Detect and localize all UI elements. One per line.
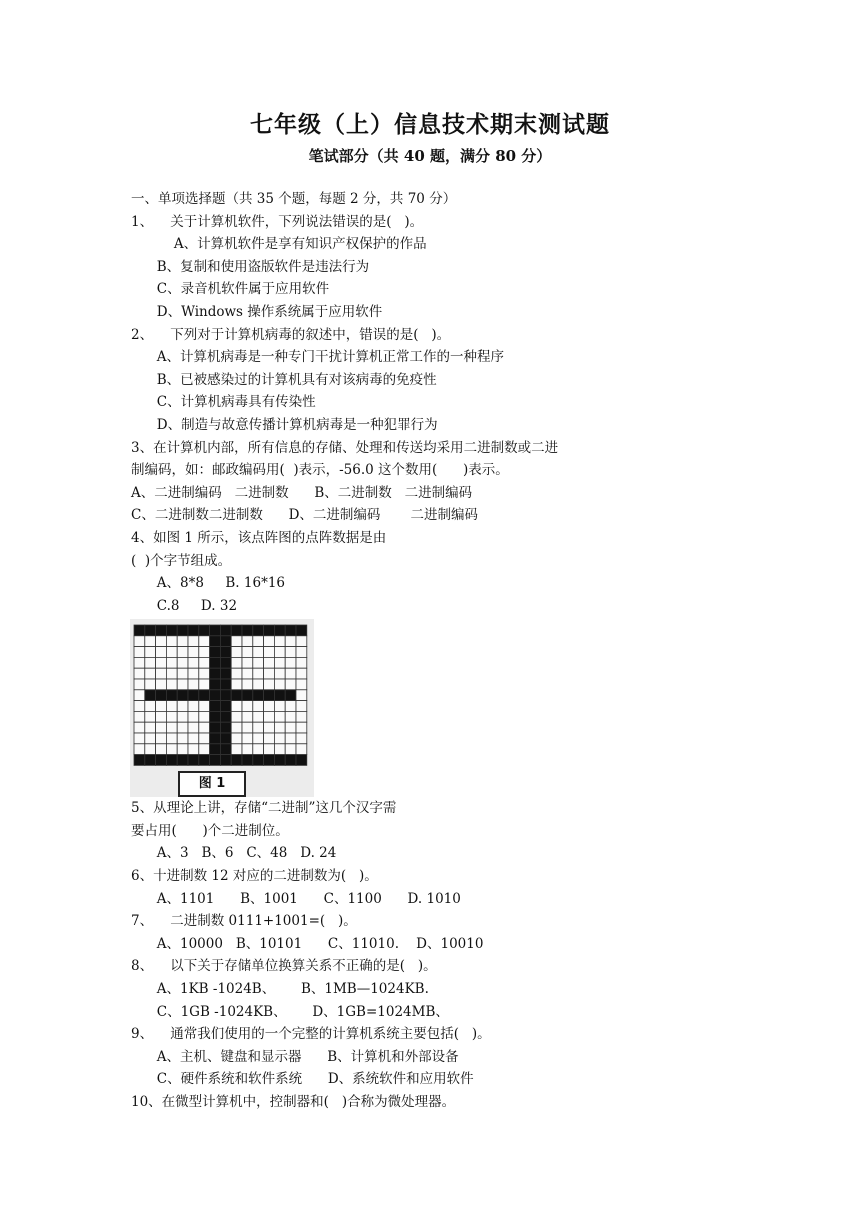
grid-cell-filled	[210, 744, 221, 755]
grid-cell-empty	[242, 647, 253, 658]
grid-cell-empty	[242, 679, 253, 690]
question-lines-after-figure	[131, 797, 731, 1113]
question-lines-before-figure	[131, 188, 731, 617]
grid-cell-empty	[177, 701, 188, 712]
grid-cell-empty	[156, 636, 167, 647]
grid-cell-empty	[199, 658, 210, 669]
grid-cell-empty	[242, 701, 253, 712]
grid-cell-filled	[210, 755, 221, 766]
grid-cell-empty	[285, 733, 296, 744]
grid-cell-empty	[134, 647, 145, 658]
grid-cell-empty	[145, 668, 156, 679]
grid-cell-empty	[134, 744, 145, 755]
grid-cell-filled	[210, 690, 221, 701]
grid-cell-empty	[134, 722, 145, 733]
grid-cell-empty	[134, 679, 145, 690]
text-line: 5、从理论上讲，存储“二进制”这几个汉字需	[131, 800, 397, 817]
grid-cell-filled	[134, 755, 145, 766]
text-line: D、制造与故意传播计算机病毒是一种犯罪行为	[131, 416, 438, 433]
grid-cell-filled	[210, 701, 221, 712]
grid-cell-empty	[264, 722, 275, 733]
grid-cell-empty	[285, 701, 296, 712]
grid-cell-filled	[156, 690, 167, 701]
grid-cell-empty	[253, 636, 264, 647]
grid-cell-filled	[264, 755, 275, 766]
grid-cell-empty	[296, 701, 307, 712]
text-line: 9、 通常我们使用的一个完整的计算机系统主要包括( )。	[131, 1026, 491, 1043]
grid-cell-empty	[274, 733, 285, 744]
grid-cell-empty	[177, 668, 188, 679]
grid-cell-empty	[231, 722, 242, 733]
grid-cell-empty	[199, 733, 210, 744]
grid-cell-empty	[156, 712, 167, 723]
grid-cell-filled	[177, 625, 188, 636]
grid-cell-filled	[285, 625, 296, 636]
grid-cell-empty	[264, 679, 275, 690]
grid-cell-filled	[188, 625, 199, 636]
grid-cell-empty	[242, 733, 253, 744]
grid-cell-empty	[264, 658, 275, 669]
grid-cell-empty	[231, 733, 242, 744]
grid-cell-empty	[134, 668, 145, 679]
grid-cell-empty	[188, 733, 199, 744]
grid-cell-empty	[166, 658, 177, 669]
grid-cell-empty	[177, 722, 188, 733]
grid-cell-filled	[220, 701, 231, 712]
grid-cell-empty	[274, 636, 285, 647]
text-line: C、录音机软件属于应用软件	[131, 281, 330, 298]
grid-cell-empty	[134, 658, 145, 669]
grid-cell-empty	[285, 679, 296, 690]
grid-cell-filled	[210, 668, 221, 679]
text-line: A、二进制编码 二进制数 B、二进制数 二进制编码	[131, 484, 473, 501]
grid-cell-empty	[296, 733, 307, 744]
grid-cell-empty	[296, 679, 307, 690]
grid-cell-empty	[156, 647, 167, 658]
figure-caption: 图 1	[178, 771, 246, 797]
grid-cell-empty	[145, 636, 156, 647]
grid-cell-empty	[166, 744, 177, 755]
grid-cell-filled	[210, 658, 221, 669]
text-line: 6、十进制数 12 对应的二进制数为( )。	[131, 868, 378, 885]
grid-cell-empty	[253, 744, 264, 755]
grid-cell-empty	[177, 733, 188, 744]
grid-cell-filled	[166, 625, 177, 636]
grid-cell-empty	[242, 722, 253, 733]
grid-cell-empty	[296, 636, 307, 647]
grid-cell-filled	[285, 690, 296, 701]
text-line: C、1GB -1024KB、 D、1GB=1024MB、	[131, 1003, 449, 1020]
grid-cell-empty	[156, 679, 167, 690]
text-line: B、复制和使用盗版软件是违法行为	[131, 258, 370, 275]
grid-cell-filled	[242, 755, 253, 766]
text-line: A、8*8 B. 16*16	[131, 575, 285, 592]
grid-cell-empty	[285, 712, 296, 723]
grid-cell-empty	[253, 701, 264, 712]
grid-cell-empty	[188, 636, 199, 647]
grid-cell-filled	[242, 690, 253, 701]
grid-cell-empty	[253, 733, 264, 744]
page-subtitle: 笔试部分（共 40 题，满分 80 分）	[308, 147, 552, 165]
grid-cell-empty	[296, 647, 307, 658]
grid-cell-empty	[145, 733, 156, 744]
grid-cell-empty	[264, 712, 275, 723]
grid-cell-filled	[145, 625, 156, 636]
grid-cell-empty	[253, 712, 264, 723]
grid-cell-empty	[242, 712, 253, 723]
text-line: 10、在微型计算机中，控制器和( )合称为微处理器。	[131, 1094, 456, 1110]
grid-cell-empty	[231, 701, 242, 712]
grid-cell-empty	[199, 636, 210, 647]
text-line: D、Windows 操作系统属于应用软件	[131, 303, 383, 320]
text-line: A、1KB -1024B、 B、1MB—1024KB.	[131, 981, 429, 998]
grid-cell-empty	[296, 668, 307, 679]
grid-cell-empty	[166, 701, 177, 712]
grid-cell-filled	[199, 690, 210, 701]
grid-cell-empty	[242, 658, 253, 669]
grid-cell-filled	[285, 755, 296, 766]
grid-cell-empty	[145, 722, 156, 733]
grid-cell-filled	[274, 690, 285, 701]
text-line: A、计算机软件是享有知识产权保护的作品	[131, 236, 427, 253]
grid-cell-empty	[188, 722, 199, 733]
grid-cell-empty	[274, 647, 285, 658]
grid-cell-empty	[274, 658, 285, 669]
grid-cell-empty	[199, 722, 210, 733]
grid-cell-empty	[177, 712, 188, 723]
grid-cell-empty	[145, 658, 156, 669]
text-line: 要占用( )个二进制位。	[131, 822, 289, 839]
grid-cell-filled	[177, 755, 188, 766]
grid-cell-empty	[285, 744, 296, 755]
grid-cell-empty	[231, 636, 242, 647]
grid-cell-filled	[199, 625, 210, 636]
grid-cell-filled	[220, 658, 231, 669]
grid-cell-empty	[177, 658, 188, 669]
grid-cell-filled	[210, 636, 221, 647]
grid-cell-empty	[274, 701, 285, 712]
grid-cell-empty	[145, 744, 156, 755]
grid-cell-empty	[296, 712, 307, 723]
grid-cell-filled	[231, 625, 242, 636]
grid-cell-filled	[220, 755, 231, 766]
text-line: 一、单项选择题（共 35 个题，每题 2 分，共 70 分）	[131, 191, 457, 207]
grid-cell-filled	[253, 690, 264, 701]
grid-cell-empty	[253, 722, 264, 733]
grid-cell-empty	[177, 636, 188, 647]
grid-cell-empty	[188, 658, 199, 669]
grid-cell-empty	[156, 744, 167, 755]
grid-cell-filled	[296, 755, 307, 766]
grid-cell-empty	[231, 712, 242, 723]
grid-cell-empty	[166, 712, 177, 723]
grid-cell-empty	[199, 701, 210, 712]
grid-cell-empty	[274, 679, 285, 690]
grid-cell-empty	[199, 647, 210, 658]
grid-cell-filled	[156, 755, 167, 766]
grid-cell-filled	[145, 755, 156, 766]
grid-cell-filled	[220, 647, 231, 658]
grid-cell-empty	[296, 722, 307, 733]
text-line: B、已被感染过的计算机具有对该病毒的免疫性	[131, 371, 437, 388]
grid-cell-filled	[296, 625, 307, 636]
text-line: 8、 以下关于存储单位换算关系不正确的是( )。	[131, 958, 437, 975]
grid-cell-filled	[253, 755, 264, 766]
grid-cell-filled	[264, 625, 275, 636]
grid-cell-empty	[156, 722, 167, 733]
grid-cell-empty	[145, 712, 156, 723]
grid-cell-empty	[166, 668, 177, 679]
grid-cell-filled	[220, 625, 231, 636]
grid-cell-filled	[210, 733, 221, 744]
grid-cell-empty	[134, 701, 145, 712]
text-line: 7、 二进制数 0111+1001=( )。	[131, 913, 357, 930]
grid-cell-empty	[231, 679, 242, 690]
grid-cell-empty	[145, 647, 156, 658]
grid-cell-filled	[231, 690, 242, 701]
grid-cell-empty	[264, 733, 275, 744]
grid-cell-empty	[188, 712, 199, 723]
text-line: A、1101 B、1001 C、1100 D. 1010	[131, 890, 461, 907]
grid-cell-filled	[199, 755, 210, 766]
grid-cell-empty	[199, 679, 210, 690]
grid-cell-filled	[210, 625, 221, 636]
grid-cell-empty	[166, 679, 177, 690]
text-line: A、10000 B、10101 C、11010. D、10010	[131, 935, 484, 952]
text-line: A、3 B、6 C、48 D. 24	[131, 845, 337, 862]
text-line: 4、如图 1 所示，该点阵图的点阵数据是由	[131, 529, 387, 546]
grid-cell-empty	[188, 668, 199, 679]
text-line: ( )个字节组成。	[131, 552, 232, 569]
grid-cell-empty	[274, 668, 285, 679]
grid-cell-filled	[156, 625, 167, 636]
grid-cell-empty	[264, 668, 275, 679]
grid-cell-empty	[264, 647, 275, 658]
grid-cell-empty	[188, 647, 199, 658]
grid-cell-empty	[264, 701, 275, 712]
grid-cell-filled	[210, 712, 221, 723]
text-line: C、硬件系统和软件系统 D、系统软件和应用软件	[131, 1071, 474, 1088]
grid-cell-empty	[166, 647, 177, 658]
grid-cell-filled	[220, 690, 231, 701]
grid-cell-empty	[242, 744, 253, 755]
grid-cell-empty	[274, 722, 285, 733]
grid-cell-empty	[264, 744, 275, 755]
grid-cell-empty	[156, 658, 167, 669]
grid-cell-empty	[285, 668, 296, 679]
exam-content	[131, 188, 731, 1114]
grid-cell-filled	[220, 679, 231, 690]
grid-cell-filled	[274, 755, 285, 766]
figure-1-dot-matrix	[130, 619, 314, 797]
grid-cell-empty	[231, 668, 242, 679]
grid-cell-filled	[166, 755, 177, 766]
grid-cell-empty	[156, 733, 167, 744]
grid-cell-empty	[231, 744, 242, 755]
grid-cell-empty	[177, 647, 188, 658]
grid-cell-empty	[296, 744, 307, 755]
grid-cell-empty	[264, 636, 275, 647]
grid-cell-empty	[145, 701, 156, 712]
grid-cell-filled	[220, 733, 231, 744]
grid-cell-empty	[253, 658, 264, 669]
grid-cell-filled	[220, 668, 231, 679]
grid-cell-empty	[166, 636, 177, 647]
grid-cell-filled	[210, 722, 221, 733]
grid-cell-empty	[166, 733, 177, 744]
grid-cell-filled	[210, 679, 221, 690]
grid-cell-filled	[274, 625, 285, 636]
text-line: 1、 关于计算机软件，下列说法错误的是( )。	[131, 213, 424, 230]
grid-cell-empty	[253, 668, 264, 679]
text-line: 2、 下列对于计算机病毒的叙述中，错误的是( )。	[131, 326, 451, 343]
grid-cell-empty	[274, 712, 285, 723]
grid-cell-empty	[285, 636, 296, 647]
grid-cell-empty	[285, 647, 296, 658]
grid-cell-empty	[145, 679, 156, 690]
grid-cell-empty	[296, 658, 307, 669]
text-line: 制编码，如：邮政编码用( )表示，-56.0 这个数用( )表示。	[131, 462, 509, 479]
grid-cell-empty	[296, 690, 307, 701]
grid-cell-empty	[231, 658, 242, 669]
grid-cell-empty	[177, 679, 188, 690]
text-line: A、计算机病毒是一种专门干扰计算机正常工作的一种程序	[131, 349, 504, 366]
grid-cell-empty	[188, 701, 199, 712]
grid-cell-empty	[274, 744, 285, 755]
grid-cell-filled	[210, 647, 221, 658]
grid-cell-empty	[231, 647, 242, 658]
grid-cell-filled	[242, 625, 253, 636]
page-title: 七年级（上）信息技术期末测试题	[250, 111, 610, 138]
text-line: C.8 D. 32	[131, 597, 238, 614]
grid-cell-empty	[134, 733, 145, 744]
grid-cell-filled	[220, 712, 231, 723]
grid-cell-filled	[134, 625, 145, 636]
grid-cell-filled	[188, 755, 199, 766]
grid-cell-empty	[253, 647, 264, 658]
grid-cell-filled	[220, 636, 231, 647]
grid-cell-filled	[220, 722, 231, 733]
grid-cell-empty	[242, 668, 253, 679]
grid-cell-empty	[188, 744, 199, 755]
text-line: C、二进制数二进制数 D、二进制编码 二进制编码	[131, 507, 478, 524]
grid-cell-filled	[253, 625, 264, 636]
grid-cell-filled	[231, 755, 242, 766]
grid-cell-empty	[285, 722, 296, 733]
grid-cell-empty	[134, 690, 145, 701]
grid-cell-empty	[242, 636, 253, 647]
grid-cell-filled	[145, 690, 156, 701]
grid-cell-empty	[199, 712, 210, 723]
grid-cell-empty	[188, 679, 199, 690]
grid-cell-empty	[199, 668, 210, 679]
text-line: C、计算机病毒具有传染性	[131, 394, 316, 411]
grid-cell-empty	[156, 701, 167, 712]
grid-cell-filled	[220, 744, 231, 755]
text-line: A、主机、键盘和显示器 B、计算机和外部设备	[131, 1048, 459, 1065]
grid-cell-filled	[177, 690, 188, 701]
grid-cell-empty	[156, 668, 167, 679]
grid-cell-empty	[285, 658, 296, 669]
grid-cell-empty	[253, 679, 264, 690]
grid-cell-empty	[177, 744, 188, 755]
grid-cell-empty	[134, 636, 145, 647]
grid-cell-empty	[134, 712, 145, 723]
text-line: 3、在计算机内部，所有信息的存储、处理和传送均采用二进制数或二进	[131, 439, 559, 456]
grid-cell-filled	[166, 690, 177, 701]
grid-cell-empty	[199, 744, 210, 755]
grid-cell-filled	[264, 690, 275, 701]
grid-cell-filled	[188, 690, 199, 701]
grid-cell-empty	[166, 722, 177, 733]
